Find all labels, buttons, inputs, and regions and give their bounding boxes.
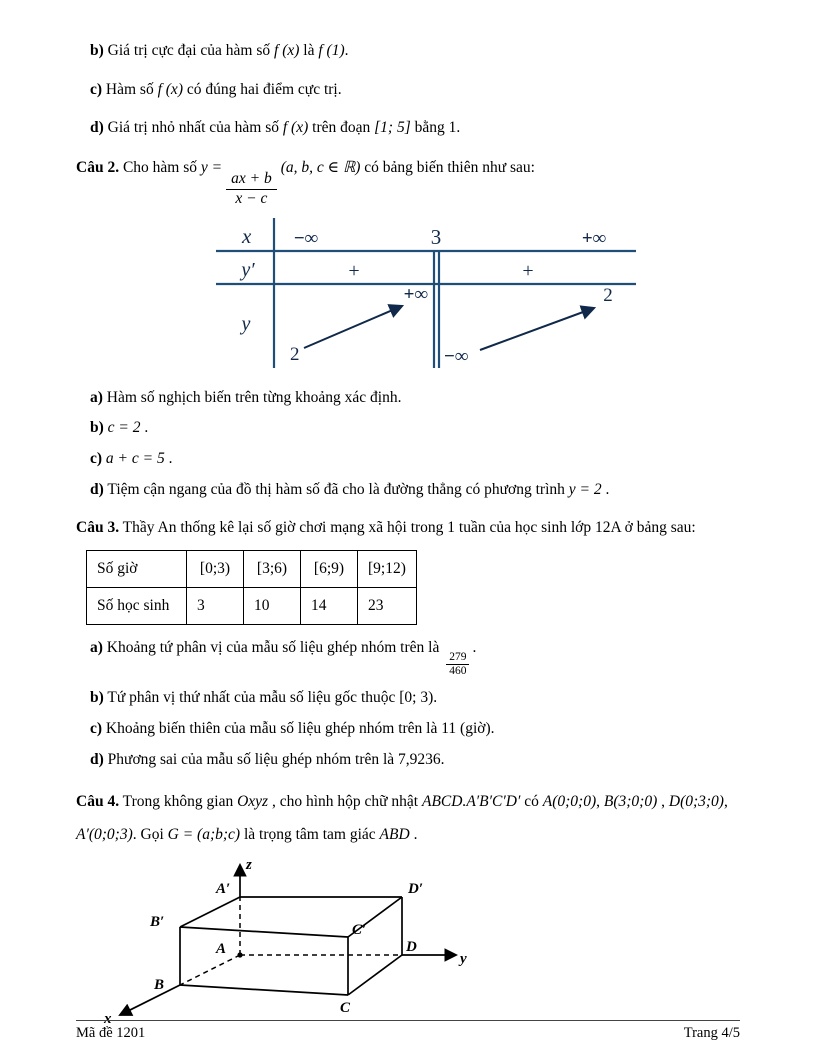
statement-text: Khoảng tứ phân vị của mẫu số liệu ghép nhóm trên là — [102, 638, 444, 656]
statement-text: . — [472, 638, 477, 656]
vertex-label-d-prime: D′ — [408, 881, 424, 898]
table-count-cell: 10 — [244, 587, 301, 624]
item-label: c) — [90, 80, 103, 98]
item-label: d) — [90, 480, 104, 498]
table-row-students — [87, 587, 417, 624]
statement-3c — [90, 718, 740, 740]
statement-text: Trong không gian — [119, 793, 238, 811]
table-interval-cell: [9;12) — [358, 550, 417, 587]
statement-2a — [90, 387, 740, 409]
math-expression: [0; 3) — [399, 689, 434, 707]
fraction-denominator: x − c — [235, 189, 268, 207]
increase-arrows — [304, 306, 594, 350]
statement-1c — [90, 79, 740, 101]
table-interval-cell: [6;9) — [301, 550, 358, 587]
statement-text: Phương sai của mẫu số liệu ghép nhóm trên là 7,9236. — [103, 750, 445, 768]
bbt-pos-infinity: +∞ — [581, 227, 607, 249]
box-solid-edges — [180, 897, 402, 995]
item-label: c) — [90, 719, 103, 737]
table-interval-cell: [0;3) — [187, 550, 244, 587]
bbt-neg-infinity: −∞ — [293, 227, 319, 249]
statement-3b — [90, 687, 740, 709]
math-expression: (a, b, c ∈ ℝ) — [280, 159, 361, 177]
statement-text: . — [140, 419, 149, 437]
table-header-cell: Số giờ — [87, 550, 187, 587]
page-number: Trang 4/5 — [683, 1025, 740, 1041]
variation-table-figure — [216, 218, 636, 368]
statement-text: Giá trị nhỏ nhất của hàm số — [103, 119, 283, 137]
vertex-label-b: B — [154, 977, 165, 994]
statement-text: . — [344, 42, 349, 59]
math-expression: ABCD.A′B′C′D′ — [421, 793, 521, 811]
table-count-cell: 14 — [301, 587, 358, 624]
y-axis-label: y — [460, 951, 467, 968]
table-interval-cell: [3;6) — [244, 550, 301, 587]
bbt-x-label: x — [242, 223, 252, 248]
table-header-cell: Số học sinh — [87, 587, 187, 624]
statement-text: , — [723, 793, 728, 811]
math-expression: f (1) — [318, 42, 345, 59]
item-label: b) — [90, 689, 104, 707]
math-expression: f (x) — [157, 80, 183, 98]
statement-text: , cho hình hộp chữ nhật — [268, 793, 422, 811]
statement-text: Khoảng biến thiên của mẫu số liệu ghép nhóm trên là 11 (giờ). — [102, 719, 495, 737]
table-row-hours — [87, 550, 417, 587]
table-count-cell: 23 — [358, 587, 417, 624]
question-label: Câu 4. — [76, 793, 120, 811]
question-3-intro — [76, 516, 740, 539]
table-count-cell: 3 — [187, 587, 244, 624]
math-expression: G = (a;b;c) — [167, 825, 241, 843]
vertex-label-a: A — [216, 941, 227, 958]
bbt-limit-down: −∞ — [444, 345, 469, 367]
math-expression: a + c = 5 — [105, 450, 165, 468]
variation-table — [216, 218, 740, 373]
statement-1b — [90, 40, 740, 62]
statement-text: , — [596, 793, 604, 811]
fraction — [446, 651, 469, 678]
item-label: c) — [90, 450, 103, 468]
statement-text: . — [433, 689, 438, 707]
statement-1d — [90, 117, 740, 139]
math-expression: y = 2 — [568, 480, 602, 498]
x-axis-label: x — [104, 1011, 112, 1028]
math-expression: A(0;0;0) — [542, 793, 597, 811]
math-expression: f (x) — [274, 42, 300, 59]
exam-page — [76, 40, 740, 1040]
vertex-label-d: D — [406, 939, 417, 956]
vertex-label-c-prime: C′ — [352, 922, 367, 939]
bbt-limit-up: +∞ — [403, 283, 428, 305]
statement-3a — [90, 637, 740, 678]
question-label: Câu 2. — [76, 159, 120, 177]
math-expression: B(3;0;0) — [603, 793, 658, 811]
math-expression: A′(0;0;3) — [76, 825, 133, 843]
bbt-y-label: y — [241, 312, 251, 335]
math-expression: f (x) — [282, 119, 309, 137]
statement-text: . Gọi — [132, 825, 168, 843]
item-label: b) — [90, 419, 104, 437]
statement-text: có — [520, 793, 543, 811]
math-expression: y = — [200, 159, 223, 177]
math-expression: [1; 5] — [374, 119, 411, 137]
item-label: a) — [90, 638, 103, 656]
bbt-sign-1: + — [348, 259, 360, 282]
bbt-x-value: 3 — [430, 224, 442, 249]
fraction-numerator: ax + b — [226, 170, 277, 190]
statement-text: Giá trị cực đại của hàm số — [103, 42, 275, 59]
statement-text: Tứ phân vị thứ nhất của mẫu số liệu gốc thuộc — [103, 689, 400, 707]
vertex-label-a-prime: A′ — [216, 881, 231, 898]
origin-point — [237, 953, 242, 958]
item-label: b) — [90, 42, 104, 59]
statement-text: trên đoạn — [308, 119, 375, 137]
item-label: a) — [90, 388, 103, 406]
item-label: d) — [90, 119, 104, 137]
statement-text: Hàm số — [102, 80, 158, 98]
statement-text: . — [601, 480, 610, 498]
bbt-limit-left: 2 — [290, 343, 300, 365]
statement-2d — [90, 479, 740, 501]
statement-text: là — [299, 42, 319, 59]
statement-3d — [90, 749, 740, 771]
statement-text: . — [409, 825, 418, 843]
bbt-limit-right: 2 — [603, 284, 613, 306]
statement-text: bằng 1. — [410, 119, 461, 137]
statement-text: . — [164, 450, 173, 468]
item-label: d) — [90, 750, 104, 768]
exam-code: Mã đề 1201 — [76, 1025, 146, 1041]
statement-2c — [90, 448, 740, 470]
question-2-intro — [76, 156, 740, 208]
statement-text: Tiệm cận ngang của đồ thị hàm số đã cho là đường thẳng có phương trình — [103, 480, 569, 498]
statement-text: Cho hàm số — [119, 159, 201, 177]
page-footer — [76, 1020, 740, 1042]
math-expression: D(0;3;0) — [668, 793, 724, 811]
box-figure — [90, 855, 740, 1040]
question-label: Câu 3. — [76, 519, 120, 537]
bbt-y-prime-label: y′ — [241, 258, 255, 281]
rectangular-box-figure — [90, 855, 490, 1035]
math-expression: ABD — [379, 825, 410, 843]
statement-text: là trọng tâm tam giác — [240, 825, 380, 843]
math-expression: c = 2 — [107, 419, 141, 437]
statement-2b — [90, 417, 740, 439]
vertex-label-b-prime: B′ — [150, 914, 165, 931]
fraction — [226, 170, 277, 208]
statistics-table — [86, 550, 417, 625]
fraction-numerator: 279 — [446, 651, 469, 665]
fraction-denominator: 460 — [449, 664, 467, 677]
statement-text: Hàm số nghịch biến trên từng khoảng xác định. — [102, 388, 402, 406]
question-4-intro — [76, 786, 740, 851]
statement-text: , — [657, 793, 669, 811]
vertex-label-c: C — [340, 1000, 351, 1017]
bbt-sign-2: + — [522, 259, 534, 282]
statement-text: Thầy An thống kê lại số giờ chơi mạng xã hội trong 1 tuần của học sinh lớp 12A ở bảng sau: — [119, 519, 696, 537]
statement-text: có đúng hai điểm cực trị. — [182, 80, 342, 98]
statement-text: có bảng biến thiên như sau: — [360, 159, 535, 177]
z-axis-label: z — [246, 857, 252, 874]
math-expression: Oxyz — [237, 793, 269, 811]
